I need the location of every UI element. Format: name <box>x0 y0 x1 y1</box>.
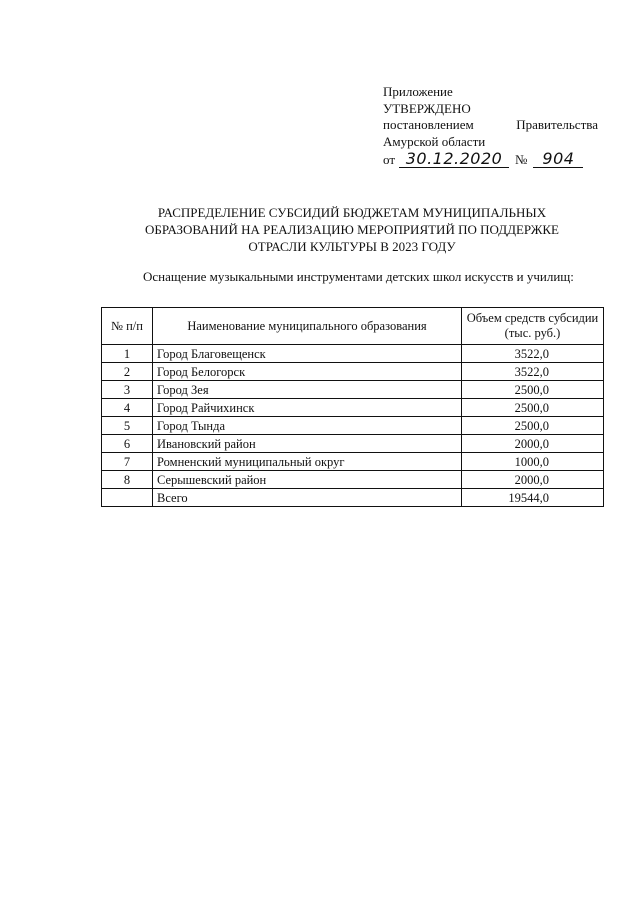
handwritten-number: 904 <box>533 150 583 168</box>
date-prefix: от <box>383 152 396 167</box>
date-number-line <box>383 150 598 169</box>
region-label: Амурской области <box>383 133 486 149</box>
number-sign: № <box>515 152 528 167</box>
header-name: Наименование муниципального образования <box>153 308 462 345</box>
row-number: 7 <box>102 453 153 471</box>
handwritten-date: 30.12.2020 <box>399 150 509 168</box>
row-name: Город Райчихинск <box>153 399 462 417</box>
row-amount: 2500,0 <box>462 381 604 399</box>
row-number: 8 <box>102 471 153 489</box>
table-row <box>102 453 604 471</box>
row-amount: 3522,0 <box>462 363 604 381</box>
header-amount: Объем средств субсидии (тыс. руб.) <box>462 308 604 345</box>
total-label: Всего <box>153 489 462 507</box>
approved-label: УТВЕРЖДЕНО <box>383 100 471 116</box>
row-amount: 3522,0 <box>462 345 604 363</box>
row-name: Город Тында <box>153 417 462 435</box>
row-number: 4 <box>102 399 153 417</box>
table-row <box>102 399 604 417</box>
header-number: № п/п <box>102 308 153 345</box>
intro-paragraph: Оснащение музыкальными инструментами детских школ искусств и училищ: <box>143 269 574 284</box>
resolution-line <box>383 117 598 134</box>
table-total-row <box>102 489 604 507</box>
row-number: 1 <box>102 345 153 363</box>
row-amount: 2500,0 <box>462 417 604 435</box>
subsidy-table <box>101 307 604 507</box>
table-row <box>102 435 604 453</box>
title-line-2: ОБРАЗОВАНИЙ НА РЕАЛИЗАЦИЮ МЕРОПРИЯТИЙ ПО ПОДДЕРЖКЕ <box>145 222 559 237</box>
row-number: 5 <box>102 417 153 435</box>
row-number: 3 <box>102 381 153 399</box>
appendix-label: Приложение <box>383 84 453 99</box>
row-amount: 1000,0 <box>462 453 604 471</box>
row-name: Город Благовещенск <box>153 345 462 363</box>
total-amount: 19544,0 <box>462 489 604 507</box>
table-row <box>102 471 604 489</box>
row-name: Город Зея <box>153 381 462 399</box>
row-name: Ивановский район <box>153 435 462 453</box>
table-row <box>102 345 604 363</box>
table-row <box>102 363 604 381</box>
row-name: Ромненский муниципальный округ <box>153 453 462 471</box>
row-name: Серышевский район <box>153 471 462 489</box>
government-word: Правительства <box>516 117 598 132</box>
row-name: Город Белогорск <box>153 363 462 381</box>
title-line-3: ОТРАСЛИ КУЛЬТУРЫ В 2023 ГОДУ <box>248 239 456 254</box>
table-row <box>102 381 604 399</box>
row-number: 6 <box>102 435 153 453</box>
row-amount: 2000,0 <box>462 435 604 453</box>
row-amount: 2500,0 <box>462 399 604 417</box>
table-row <box>102 417 604 435</box>
document-title <box>100 204 604 255</box>
total-number <box>102 489 153 507</box>
approval-block <box>383 84 598 169</box>
table-header-row <box>102 308 604 345</box>
row-amount: 2000,0 <box>462 471 604 489</box>
table-body <box>102 345 604 507</box>
resolution-word: постановлением <box>383 117 474 132</box>
title-line-1: РАСПРЕДЕЛЕНИЕ СУБСИДИЙ БЮДЖЕТАМ МУНИЦИПАЛЬНЫХ <box>157 205 547 220</box>
row-number: 2 <box>102 363 153 381</box>
